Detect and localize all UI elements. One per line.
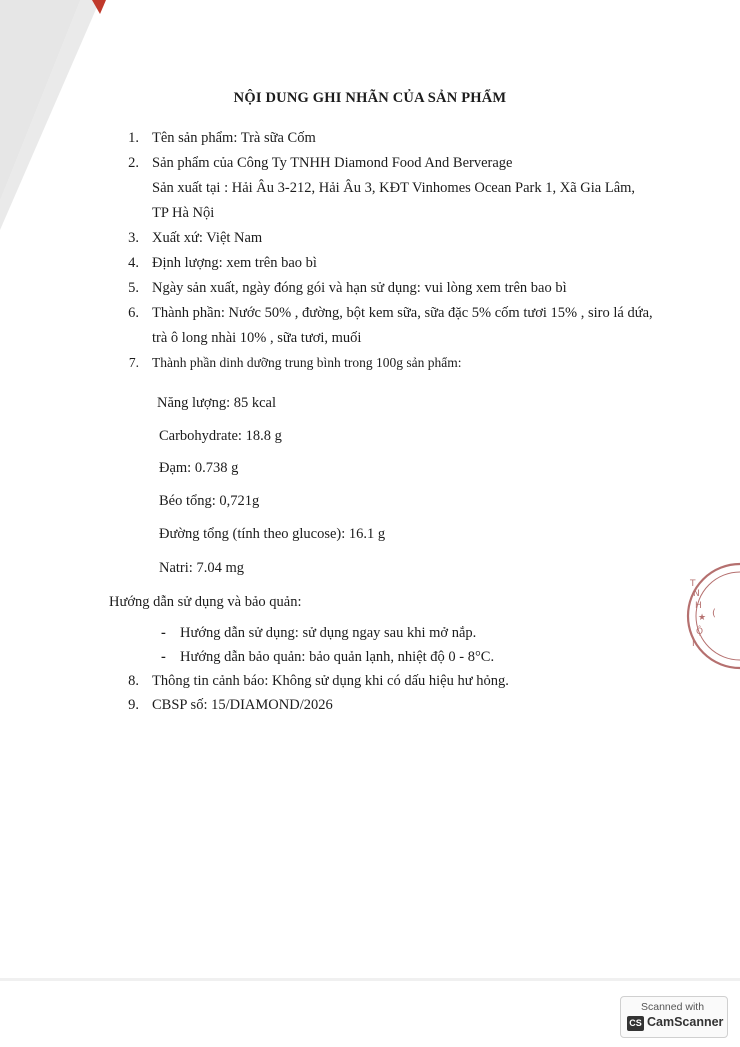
item-text-continued: Sản xuất tại : Hải Âu 3-212, Hải Âu 3, KĐT Vinhomes Ocean Park 1, Xã Gia Lâm,: [152, 180, 636, 196]
camscanner-watermark: [620, 996, 728, 1038]
item-number: 3.: [128, 230, 139, 246]
bullet-dash: -: [161, 649, 166, 665]
item-text: Tên sản phẩm: Trà sữa Cốm: [152, 130, 316, 146]
item-text: Định lượng: xem trên bao bì: [152, 255, 317, 271]
company-stamp-partial: [660, 556, 740, 676]
item-text: Thành phần dinh dưỡng trung bình trong 100g sản phẩm:: [152, 355, 462, 370]
nutrition-item: Carbohydrate: 18.8 g: [159, 428, 282, 444]
item-number: 5.: [128, 280, 139, 296]
item-text-continued: trà ô long nhài 10% , sữa tươi, muối: [152, 330, 362, 346]
item-text: Sản phẩm của Công Ty TNHH Diamond Food And Berverage: [152, 155, 513, 171]
page-bottom-edge: [0, 978, 740, 981]
watermark-caption: Scanned with: [641, 1001, 705, 1013]
svg-text:H: H: [695, 601, 702, 611]
item-text: Thành phần: Nước 50% , đường, bột kem sữa, sữa đặc 5% cốm tươi 15% , siro lá dứa,: [152, 305, 653, 321]
item-number: 6.: [128, 305, 139, 321]
svg-text:N: N: [693, 589, 700, 599]
usage-item: Hướng dẫn bảo quản: bảo quản lạnh, nhiệt độ 0 - 8°C.: [180, 649, 495, 665]
item-text: CBSP số: 15/DIAMOND/2026: [152, 697, 333, 713]
svg-text:Ộ: Ộ: [696, 627, 704, 637]
nutrition-item: Năng lượng: 85 kcal: [157, 395, 277, 411]
bullet-dash: -: [161, 625, 166, 641]
item-number: 1.: [128, 130, 139, 146]
document-title: NỘI DUNG GHI NHÃN CỦA SẢN PHẨM: [233, 90, 507, 106]
item-text: Xuất xứ: Việt Nam: [152, 230, 263, 246]
svg-text:(: (: [712, 608, 716, 619]
watermark-brand: CamScanner: [647, 1015, 724, 1029]
item-text: Thông tin cảnh báo: Không sử dụng khi có dấu hiệu hư hỏng.: [152, 673, 509, 689]
nutrition-item: Đường tổng (tính theo glucose): 16.1 g: [159, 526, 386, 542]
nutrition-item: Béo tổng: 0,721g: [159, 493, 260, 509]
item-number: 4.: [128, 255, 139, 271]
nutrition-item: Natri: 7.04 mg: [159, 560, 244, 576]
svg-text:★: ★: [698, 613, 707, 623]
corner-red-mark: [92, 0, 106, 14]
usage-item: Hướng dẫn sử dụng: sử dụng ngay sau khi mở nắp.: [180, 625, 477, 641]
svg-text:T: T: [690, 579, 696, 589]
item-text-continued: TP Hà Nội: [152, 205, 215, 221]
item-number: 2.: [128, 155, 139, 171]
svg-text:I: I: [692, 639, 695, 649]
item-text: Ngày sản xuất, ngày đóng gói và hạn sử dụng: vui lòng xem trên bao bì: [152, 280, 567, 296]
item-number: 7.: [128, 355, 139, 370]
item-number: 8.: [128, 673, 139, 689]
nutrition-item: Đạm: 0.738 g: [159, 460, 239, 476]
usage-heading: Hướng dẫn sử dụng và bảo quản:: [109, 594, 302, 610]
item-number: 9.: [128, 697, 139, 713]
camscanner-logo-icon: CS: [627, 1016, 644, 1031]
